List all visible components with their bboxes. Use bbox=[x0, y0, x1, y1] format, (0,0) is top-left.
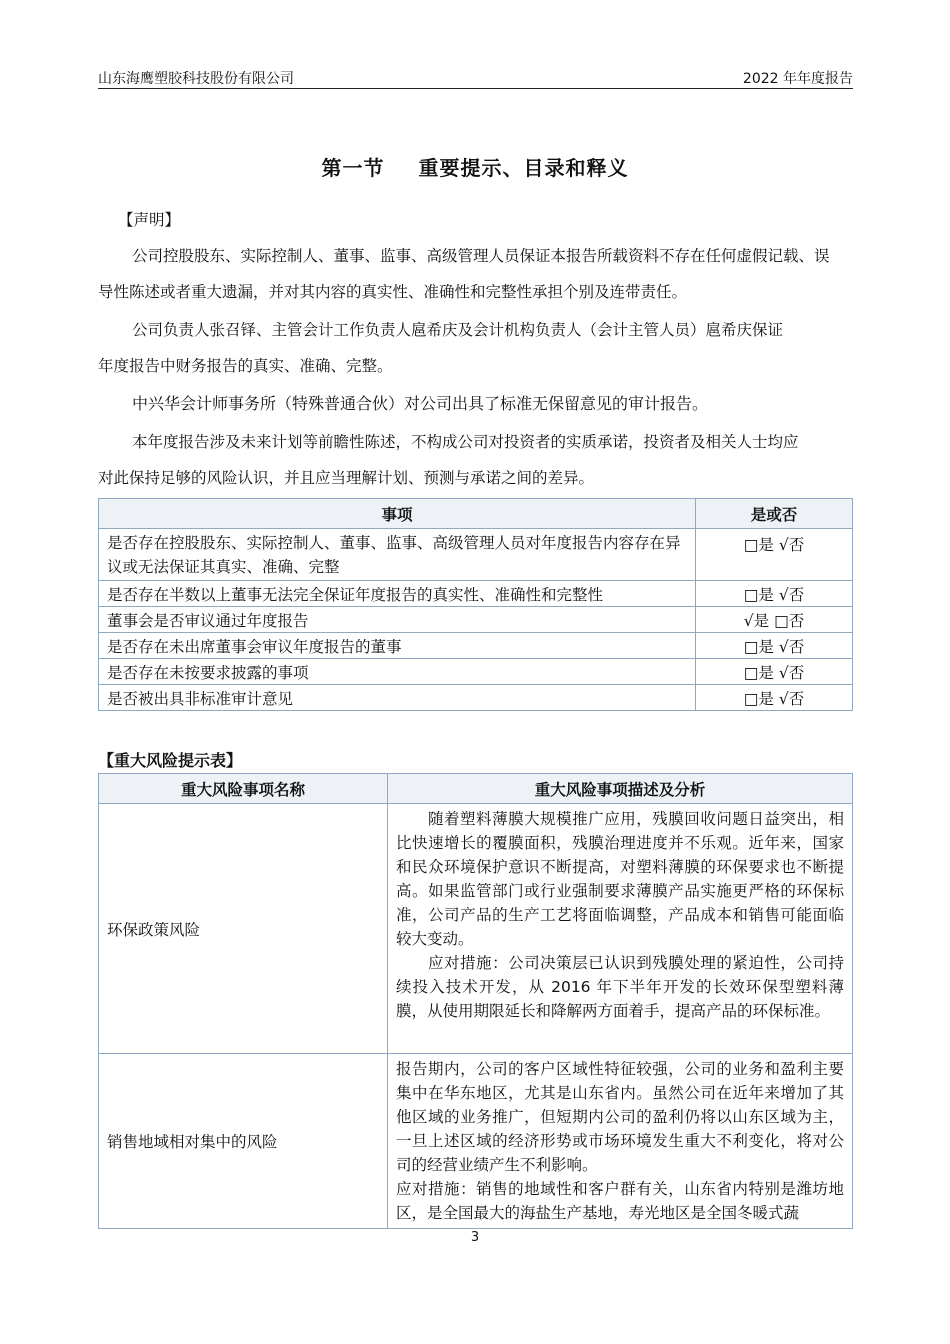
paragraph-1-line-1: 公司控股股东、实际控制人、董事、监事、高级管理人员保证本报告所载资料不存在任何虚假记载、误 bbox=[132, 247, 830, 265]
paragraph-4-line-2: 对此保持足够的风险认识，并且应当理解计划、预测与承诺之间的差异。 bbox=[98, 469, 595, 487]
statement-label: 【声明】 bbox=[118, 211, 181, 229]
risk-name: 销售地域相对集中的风险 bbox=[99, 1054, 388, 1229]
table-row bbox=[99, 659, 853, 685]
column-header-answer: 是或否 bbox=[696, 499, 853, 529]
row-answer: □是 √否 bbox=[696, 685, 853, 711]
row-item: 董事会是否审议通过年度报告 bbox=[99, 607, 696, 633]
column-header-item: 事项 bbox=[99, 499, 696, 529]
row-item: 是否存在未按要求披露的事项 bbox=[99, 659, 696, 685]
row-answer: □是 √否 bbox=[696, 581, 853, 607]
paragraph-2-line-2: 年度报告中财务报告的真实、准确、完整。 bbox=[98, 357, 393, 375]
table-row bbox=[99, 1054, 853, 1229]
paragraph-2-line-1: 公司负责人张召铎、主管会计工作负责人扈希庆及会计机构负责人（会计主管人员）扈希庆保证 bbox=[132, 321, 784, 339]
table-row bbox=[99, 804, 853, 1054]
column-header-risk-desc: 重大风险事项描述及分析 bbox=[388, 774, 853, 804]
row-item: 是否存在未出席董事会审议年度报告的董事 bbox=[99, 633, 696, 659]
row-answer: √是 □否 bbox=[696, 607, 853, 633]
confirmation-table bbox=[98, 498, 853, 711]
section-name: 重要提示、目录和释义 bbox=[418, 156, 629, 180]
table-row bbox=[99, 685, 853, 711]
risk-name: 环保政策风险 bbox=[99, 804, 388, 1054]
row-item: 是否存在控股股东、实际控制人、董事、监事、高级管理人员对年度报告内容存在异议或无法保证其真实、准确、完整 bbox=[99, 529, 696, 581]
risk-description bbox=[388, 1054, 853, 1229]
risk-analysis: 随着塑料薄膜大规模推广应用，残膜回收问题日益突出，相比快速增长的覆膜面积，残膜治理进度并不乐观。近年来，国家和民众环境保护意识不断提高，对塑料薄膜的环保要求也不断提高。如果监管部门或行业强制要求薄膜产品实施更严格的环保标准，公司产品的生产工艺将面临调整，产品成本和销售可能面临较大变动。 bbox=[396, 810, 844, 948]
page-number: 3 bbox=[470, 1230, 480, 1245]
risk-table-heading: 【重大风险提示表】 bbox=[98, 751, 243, 770]
page-header bbox=[98, 66, 853, 89]
row-answer: □是 √否 bbox=[696, 659, 853, 685]
row-item: 是否存在半数以上董事无法完全保证年度报告的真实性、准确性和完整性 bbox=[99, 581, 696, 607]
row-answer: □是 √否 bbox=[696, 529, 853, 581]
table-row bbox=[99, 633, 853, 659]
paragraph-1-line-2: 导性陈述或者重大遗漏，并对其内容的真实性、准确性和完整性承担个别及连带责任。 bbox=[98, 283, 688, 301]
section-number: 第一节 bbox=[321, 156, 385, 180]
risk-countermeasure: 应对措施：销售的地域性和客户群有关，山东省内特别是潍坊地区，是全国最大的海盐生产基地，寿光地区是全国冬暖式蔬 bbox=[396, 1180, 844, 1222]
page-title bbox=[0, 152, 950, 181]
header-report-title: 2022 年年度报告 bbox=[742, 71, 853, 87]
risk-analysis: 报告期内，公司的客户区域性特征较强，公司的业务和盈利主要集中在华东地区，尤其是山东省内。虽然公司在近年来增加了其他区域的业务推广，但短期内公司的盈利仍将以山东区域为主，一旦上述区域的经济形势或市场环境发生重大不利变化，将对公司的经营业绩产生不利影响。 bbox=[396, 1060, 844, 1174]
paragraph-4-line-1: 本年度报告涉及未来计划等前瞻性陈述，不构成公司对投资者的实质承诺，投资者及相关人士均应 bbox=[132, 433, 799, 451]
risk-description bbox=[388, 804, 853, 1054]
header-company: 山东海鹰塑胶科技股份有限公司 bbox=[98, 71, 294, 87]
row-answer: □是 √否 bbox=[696, 633, 853, 659]
table-row bbox=[99, 581, 853, 607]
paragraph-3: 中兴华会计师事务所（特殊普通合伙）对公司出具了标准无保留意见的审计报告。 bbox=[132, 394, 709, 413]
risk-table bbox=[98, 773, 853, 1229]
risk-countermeasure: 应对措施：公司决策层已认识到残膜处理的紧迫性，公司持续投入技术开发，从 2016 年下半年开发的长效环保型塑料薄膜，从使用期限延长和降解两方面着手，提高产品的环保标准。 bbox=[396, 954, 844, 1020]
row-item: 是否被出具非标准审计意见 bbox=[99, 685, 696, 711]
table-row bbox=[99, 607, 853, 633]
table-row bbox=[99, 529, 853, 581]
column-header-risk-name: 重大风险事项名称 bbox=[99, 774, 388, 804]
